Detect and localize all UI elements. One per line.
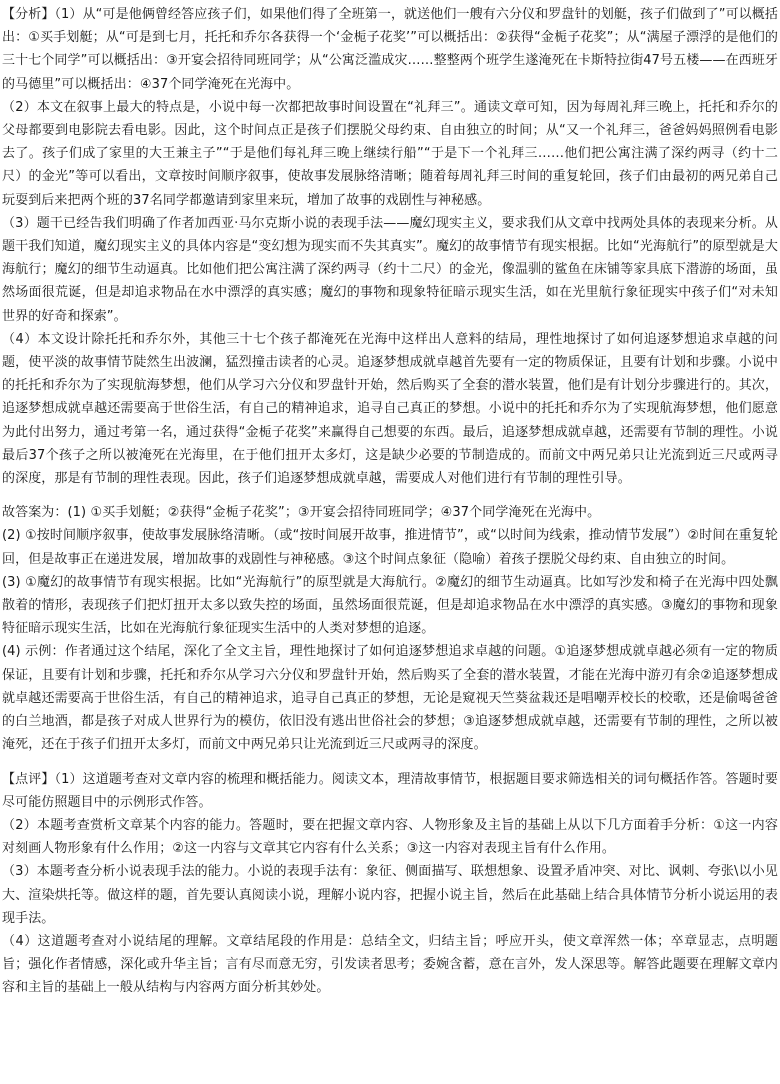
analysis-paragraph-4: （4）本文设计除托托和乔尔外，其他三十七个孩子都淹死在光海中这样出人意料的结局，理性地探讨了如何追逐梦想追求卓越的问题，使平淡的故事情节陡然生出波澜，猛烈撞击读者的心灵。追逐梦想成就卓越首先要有一定的物质保证，且要有计划和步骤。小说中的托托和乔尔为了实现航海梦想，他们从学习六分仪和罗盘针开始，然后购买了全套的潜水装置，他们是有计划分步骤进行的。其次，追逐梦想成就卓越还需要高于世俗生活，有自己的精神追求，追寻自己真正的梦想。小说中的托托和乔尔为了实现航海梦想，他们愿意为此付出努力，通过考第一名，通过获得“金栀子花奖”来赢得自己想要的东西。最后，追逐梦想成就卓越，还需要有节制的理性。小说最后37个孩子之所以被淹死在光海里，在于他们扭开太多灯，这是缺少必要的节制造成的。而前文中两兄弟只让光流到近三尺或两寻的深度，那是有节制的理性表现。因此，孩子们追逐梦想成就卓越，需要成人对他们进行有节制的理性引导。	[2, 331, 778, 487]
section-gap	[0, 757, 780, 768]
section-gap	[0, 490, 780, 501]
analysis-section	[0, 3, 780, 490]
answer-paragraph-1: 故答案为：(1) ①买手划艇；②获得“金栀子花奖”；③开宴会招待同班同学；④37个同学淹死在光海中。	[2, 505, 601, 521]
answer-paragraph-2: (2) ①按时间顺序叙事，使故事发展脉络清晰。（或“按时间展开故事，推进情节”，或“以时间为线索，推动情节发展”）②时间在重复轮回，但是故事正在递进发展，增加故事的戏剧性与神秘感。③这个时间点象征（隐喻）着孩子摆脱父母约束、自由独立的时间。	[2, 528, 778, 567]
comment-paragraph-1: 【点评】（1）这道题考查对文章内容的梳理和概括能力。阅读文本，理清故事情节，根据题目要求筛选相关的词句概括作答。答题时要尽可能仿照题目中的示例形式作答。	[2, 771, 778, 810]
analysis-paragraph-1: 【分析】（1）从“可是他俩曾经答应孩子们，如果他们得了全班第一，就送他们一艘有六分仪和罗盘针的划艇，孩子们做到了”可以概括出：①买手划艇；从“可是到七月，托托和乔尔各获得一个‘金栀子花奖’”可以概括出：②获得“金栀子花奖”；从“满屋子漂浮的是他们的三十七个同学”可以概括出：③开宴会招待同班同学；从“公寓泛滥成灾……整整两个班学生遂淹死在卡斯特拉街47号五楼——在西班牙的马德里”可以概括出：④37个同学淹死在光海中。	[2, 7, 778, 92]
comment-paragraph-2: （2）本题考查赏析文章某个内容的能力。答题时，要在把握文章内容、人物形象及主旨的基础上从以下几方面着手分析：①这一内容对刻画人物形象有什么作用；②这一内容与文章其它内容有什么关系；③这一内容对表现主旨有什么作用。	[2, 817, 778, 857]
answer-section	[0, 501, 780, 756]
analysis-paragraph-2: （2）本文在叙事上最大的特点是，小说中每一次都把故事时间设置在“礼拜三”。通读文章可知，因为每周礼拜三晚上，托托和乔尔的父母都要到电影院去看电影。因此，这个时间点正是孩子们摆脱父母约束、自由独立的时间；从“又一个礼拜三，爸爸妈妈照例看电影去了。孩子们成了家里的大王兼主子”“于是他们每礼拜三晚上继续行船”“于是下一个礼拜三……他们把公寓注满了深约两寻（约十二尺）的金光”等可以看出，文章按时间顺序叙事，使故事发展脉络清晰；随着每周礼拜三时间的重复轮回，孩子们由最初的两兄弟自己玩耍到后来把两个班的37名同学都邀请到家里来玩，增加了故事的戏剧性与神秘感。	[2, 99, 778, 208]
answer-paragraph-4: (4) 示例：作者通过这个结尾，深化了全文主旨，理性地探讨了如何追逐梦想追求卓越的问题。①追逐梦想成就卓越必须有一定的物质保证，且要有计划和步骤，托托和乔尔从学习六分仪和罗盘针开始，然后购买了全套的潜水装置，才能在光海中游刃有余②追逐梦想成就卓越还需要高于世俗生活，有自己的精神追求，追寻自己真正的梦想，无论是窥视天竺葵盆栽还是唱嘲弄校长的校歌，还是偷喝爸爸的白兰地酒，都是孩子对成人世界行为的模仿，依旧没有逃出世俗社会的梦想；③追逐梦想成就卓越，还需要有节制的理性，之所以被淹死，还在于孩子们扭开太多灯，而前文中两兄弟只让光流到近三尺或两寻的深度。	[2, 644, 778, 753]
comment-section	[0, 768, 780, 1000]
answer-paragraph-3: (3) ①魔幻的故事情节有现实根据。比如“光海航行”的原型就是大海航行。②魔幻的细节生动逼真。比如写沙发和椅子在光海中四处飘散着的情形，表现孩子们把灯扭开太多以致失控的场面，虽然场面很荒诞，但是却追求物品在水中漂浮的真实感。③魔幻的事物和现象特征暗示现实生活，比如在光海航行象征现实生活中的人类对梦想的追逐。	[2, 574, 778, 637]
comment-paragraph-4: （4）这道题考查对小说结尾的理解。文章结尾段的作用是：总结全文，归结主旨；呼应开头，使文章浑然一体；卒章显志，点明题旨；强化作者情感，深化或升华主旨；言有尽而意无穷，引发读者思考；委婉含蓄，意在言外，发人深思等。解答此题要在理解文章内容和主旨的基础上一般从结构与内容两方面分析其妙处。	[2, 933, 778, 996]
comment-paragraph-3: （3）本题考查分析小说表现手法的能力。小说的表现手法有：象征、侧面描写、联想想象、设置矛盾冲突、对比、讽刺、夸张\以小见大、渲染烘托等。做这样的题，首先要认真阅读小说，理解小说内容，把握小说主旨，然后在此基础上结合具体情节分析小说运用的表现手法。	[2, 864, 778, 926]
analysis-paragraph-3: （3）题干已经告我们明确了作者加西亚·马尔克斯小说的表现手法——魔幻现实主义，要求我们从文章中找两处具体的表现来分析。从题干我们知道，魔幻现实主义的具体内容是“变幻想为现实而不失其真实”。魔幻的故事情节有现实根据。比如“光海航行”的原型就是大海航行；魔幻的细节生动逼真。比如他们把公寓注满了深约两寻（约十二尺）的金光，像温驯的鲨鱼在床铺等家具底下潜游的场面，虽然场面很荒诞，但是却追求物品在水中漂浮的真实感；魔幻的事物和现象特征暗示现实生活，如在光里航行象征现实中孩子们“对未知世界的好奇和探索”。	[2, 215, 778, 324]
